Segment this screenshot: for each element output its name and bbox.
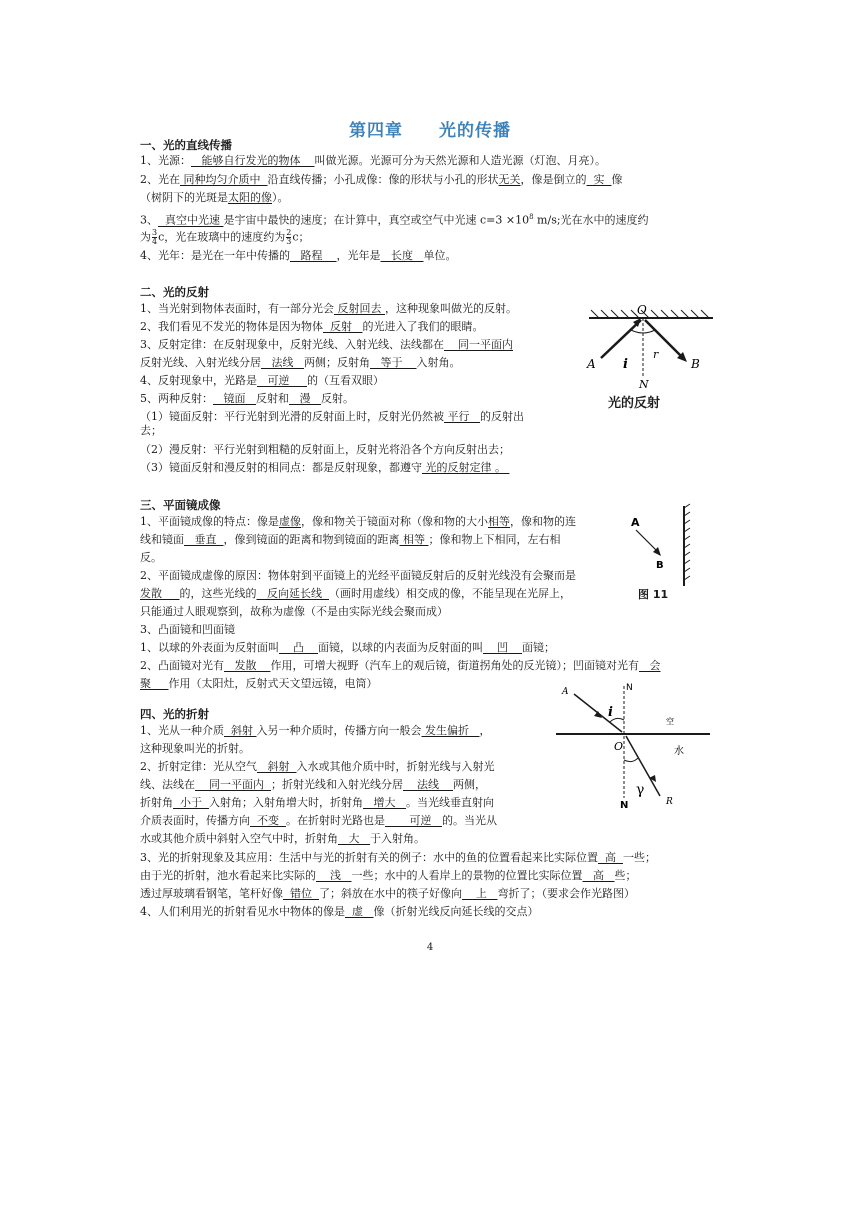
chapter-number: 第四章 [349,121,403,141]
fraction: $\frac{3}{4}$ [152,228,158,246]
text-line: 3、凸面镜和凹面镜 [140,623,235,636]
normal-n-bottom-label: N [620,800,629,811]
text-line: 1、当光射到物体表面时，有一部分光会 反射回去 ，这种现象叫做光的反射。 [140,302,517,315]
text-line: 线和镜面 垂直 ，像到镜面的距离和物到镜面的距离 相等 ；像和物上下相同，左右相 [140,533,561,546]
text-line: 2、平面镜成虚像的原因：物体射到平面镜上的光经平面镜反射后的反射光线没有会聚而是 [140,569,576,582]
text-line: 1、平面镜成像的特点：像是虚像，像和物关于镜面对称（像和物的大小相等，像和物的连 [140,515,576,528]
text-line: 2、光在 同种均匀介质中 沿直线传播；小孔成像：像的形状与小孔的形状无关，像是倒立的 实 像 [140,173,623,186]
text-line: 透过厚玻璃看钢笔，笔杆好像 错位 了；斜放在水中的筷子好像向 上 弯折了；（要求会作光路图） [140,887,635,900]
text-line: 1、光从一种介质 斜射 入另一种介质时，传播方向一般会 发生偏折 ， [140,724,491,737]
section-heading-3: 三、平面镜成像 [140,498,221,512]
text-line: 1、光源： 能够自行发光的物体 叫做光源。光源可分为天然光源和人造光源（灯泡、月亮）。 [140,154,606,167]
section-heading-4: 四、光的折射 [140,707,209,721]
figure-caption: 图 11 [638,588,669,601]
text-line: 5、两种反射： 镜面 反射和 漫 反射。 [140,392,354,405]
text-line: （3）镜面反射和漫反射的相同点：都是反射现象，都遵守 光的反射定律 。 [140,461,506,474]
page-title [0,116,860,141]
point-b-label: B [656,560,664,571]
text-line: （2）漫反射：平行光射到粗糙的反射面上，反射光将沿各个方向反射出去； [140,443,510,456]
angle-gamma-label: γ [636,782,645,798]
text-line: 线、法线在 同一平面内 ；折射光线和入射光线分居 法线 两侧， [140,778,486,791]
point-b-label: B [691,357,700,371]
normal-n-top-label: N [626,683,633,693]
text-line: 2、折射定律：光从空气 斜射 入水或其他介质中时，折射光线与入射光 [140,760,495,773]
text-line: 只能通过人眼观察到，故称为虚像（不是由实际光线会聚而成） [140,605,448,618]
text-line: （1）镜面反射：平行光射到光滑的反射面上时，反射光仍然被 平行 的反射出 [140,410,524,423]
text-line: 介质表面时，传播方向 不变 。在折射时光路也是 可逆 的。当光从 [140,814,497,827]
text-line: 为 $\frac{3}{4}$ c，光在玻璃中的速度约为 $\frac{2}{3}$ c； [140,228,310,246]
text-line: （树阴下的光斑是太阳的像）。 [140,191,289,204]
angle-i-label: i [608,705,613,720]
point-o-label: O [637,303,647,317]
text-line: 反。 [140,551,162,564]
section-heading-1: 一、光的直线传播 [140,138,232,152]
text-line: 折射角 小于 入射角；入射角增大时，折射角 增大 。当光线垂直射向 [140,796,494,809]
text-line: 4、人们利用光的折射看见水中物体的像是 虚 像（折射光线反向延长线的交点） [140,905,539,918]
point-a-label: A [631,516,640,529]
text-line: 发散 的，这些光线的 反向延长线 （画时用虚线）相交成的像，不能呈现在光屏上， [140,587,571,600]
figure-caption: 光的反射 [608,396,661,411]
section-heading-2: 二、光的反射 [140,285,209,299]
text-line: 由于光的折射，池水看起来比实际的 浅 一些；水中的人看岸上的景物的位置比实际位置 高 些； [140,869,637,882]
text-line: 2、我们看见不发光的物体是因为物体 反射 的光进入了我们的眼睛。 [140,320,484,333]
text-line: 1、以球的外表面为反射面叫 凸 面镜，以球的内表面为反射面的叫 凹 面镜； [140,641,555,654]
chapter-name: 光的传播 [439,121,511,141]
normal-n-label: N [639,378,649,391]
page-number: 4 [426,942,434,953]
text-line: 4、光年：是光在一年中传播的 路程 ，光年是 长度 单位。 [140,249,457,262]
point-a-label: A [587,357,596,371]
angle-i-label: i [623,357,628,372]
text-line: 3、光的折射现象及其应用：生活中与光的折射有关的例子：水中的鱼的位置看起来比实际位置 高 一些； [140,851,656,864]
text-line: 3、反射定律：在反射现象中，反射光线、入射光线、法线都在 同一平面内 [140,338,513,351]
text-line: 聚 作用（太阳灶，反射式天文望远镜，电筒） [140,677,378,690]
fraction: $\frac{2}{3}$ [286,228,292,246]
text-line: 2、凸面镜对光有 发散 作用，可增大视野（汽车上的观后镜，街道拐角处的反光镜）；凹面镜对光有 会 [140,659,661,672]
text-line: 3、 真空中光速 是宇宙中最快的速度；在计算中，真空或空气中光速 $c=3 \times 10^8$ m/s;光在水中的速度约 [140,213,649,227]
text-line: 反射光线、入射光线分居 法线 两侧；反射角 等于 入射角。 [140,356,461,369]
text-line: 4、反射现象中，光路是 可逆 的（互看双眼） [140,374,384,387]
point-o-label: O [614,740,624,753]
air-label: 空 [666,717,674,726]
water-label: 水 [674,746,684,757]
angle-r-label: r [653,348,659,361]
text-line: 去； [140,424,162,437]
refraction-diagram [552,680,712,820]
point-a-label: A [562,687,569,697]
text-line: 这种现象叫光的折射。 [140,742,250,755]
text-line: 水或其他介质中斜射入空气中时，折射角 大 于入射角。 [140,832,425,845]
point-r-label: R [666,797,673,807]
